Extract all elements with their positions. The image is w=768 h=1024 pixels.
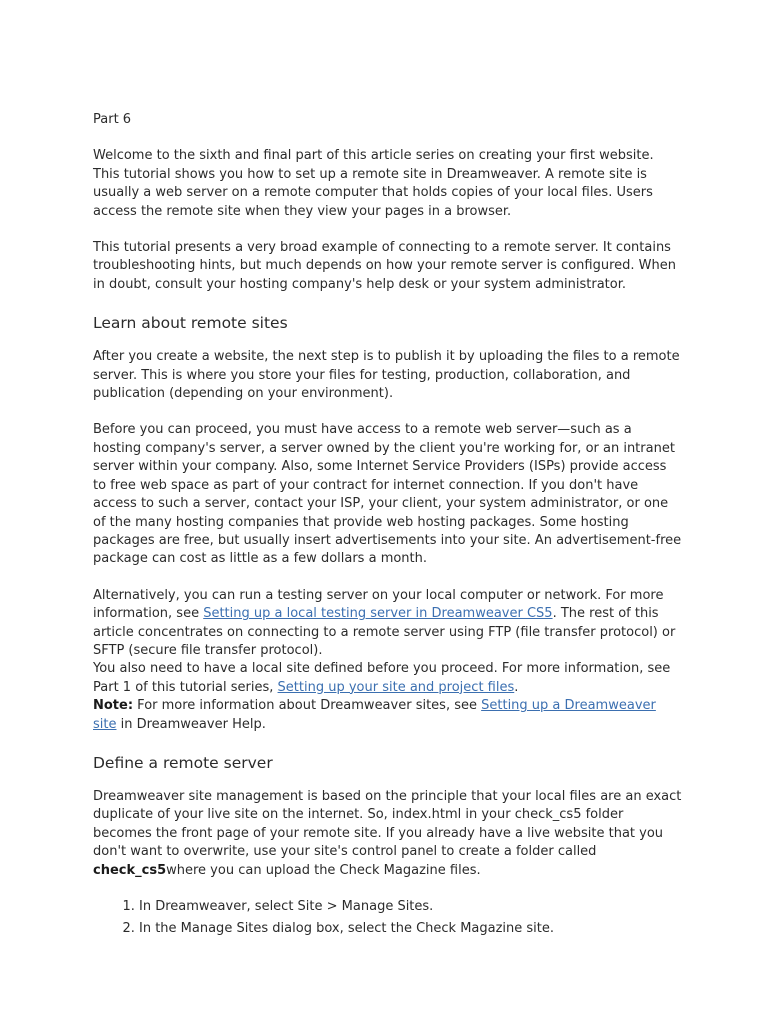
paragraph-text: . The rest of this article concentrates on connecting to a remote server using FTP (file transfer protocol) or SFTP (secure file transfer protocol). (93, 606, 676, 658)
steps-list (93, 898, 683, 939)
article (93, 111, 683, 943)
dreamweaver-site-help-link[interactable]: Setting up a Dreamweaver site (93, 698, 656, 732)
site-project-files-link[interactable]: Setting up your site and project files (277, 679, 515, 695)
paragraph-text: For more information about Dreamweaver sites, see (133, 698, 482, 714)
intro-paragraph-1: Welcome to the sixth and final part of this article series on creating your first website. This tutorial shows you how to set up a remote site in Dreamweaver. A remote site is usually a web server on a remote computer that holds copies of your local files. Users access the remote site when they view your pages in a browser. (93, 148, 654, 219)
local-testing-server-link[interactable]: Setting up a local testing server in Dreamweaver CS5 (203, 606, 553, 622)
list-item: 2. In the Manage Sites dialog box, select the Check Magazine site. (139, 920, 683, 938)
paragraph-text: in Dreamweaver Help. (116, 716, 266, 732)
paragraph-text: You also need to have a local site defined before you proceed. For more information, see Part 1 of this tutorial series, (93, 661, 671, 695)
list-item: 1. In Dreamweaver, select Site > Manage Sites. (139, 898, 683, 916)
remote-sites-paragraph-1: After you create a website, the next step is to publish it by uploading the files to a remote server. This is where you store your files for testing, production, collaboration, and publication (depending on your environment). (93, 349, 680, 402)
folder-name: check_cs5 (93, 862, 167, 878)
note-paragraph (93, 697, 683, 734)
paragraph-text: Alternatively, you can run a testing server on your local computer or network. For more information, see (93, 587, 664, 622)
paragraph-text: where you can upload the Check Magazine files. (166, 862, 481, 878)
section-heading-define-remote-server: Define a remote server (93, 753, 273, 772)
part-label: Part 6 (93, 112, 132, 127)
paragraph-text: Dreamweaver site management is based on the principle that your local files are an exact duplicate of your live site on the internet. So, index.html in your check_cs5 folder becomes the front page of your remote site. If you already have a live website that you don't want to overwrite, use your site's control panel to create a folder called (93, 788, 682, 860)
paragraph-text: . (514, 679, 519, 695)
remote-sites-paragraph-4 (93, 660, 683, 697)
define-server-paragraph-1 (93, 788, 683, 880)
remote-sites-paragraph-3 (93, 587, 683, 661)
note-label: Note: (93, 698, 134, 714)
remote-sites-paragraph-2: Before you can proceed, you must have access to a remote web server—such as a hosting company's server, a server owned by the client you're working for, or an intranet server within your company. Also, some Internet Service Providers (ISPs) provide access to free web space as part of your contract for internet connection. If you don't have access to such a server, contact your ISP, your client, your system administrator, or one of the many hosting companies that provide web hosting packages. Some hosting packages are free, but usually insert advertisements into your site. An advertisement-free package can cost as little as a few dollars a month. (93, 422, 682, 567)
section-heading-remote-sites: Learn about remote sites (93, 314, 288, 333)
intro-paragraph-2: This tutorial presents a very broad example of connecting to a remote server. It contains troubleshooting hints, but much depends on how your remote server is configured. When in doubt, consult your hosting company's help desk or your system administrator. (93, 240, 677, 292)
